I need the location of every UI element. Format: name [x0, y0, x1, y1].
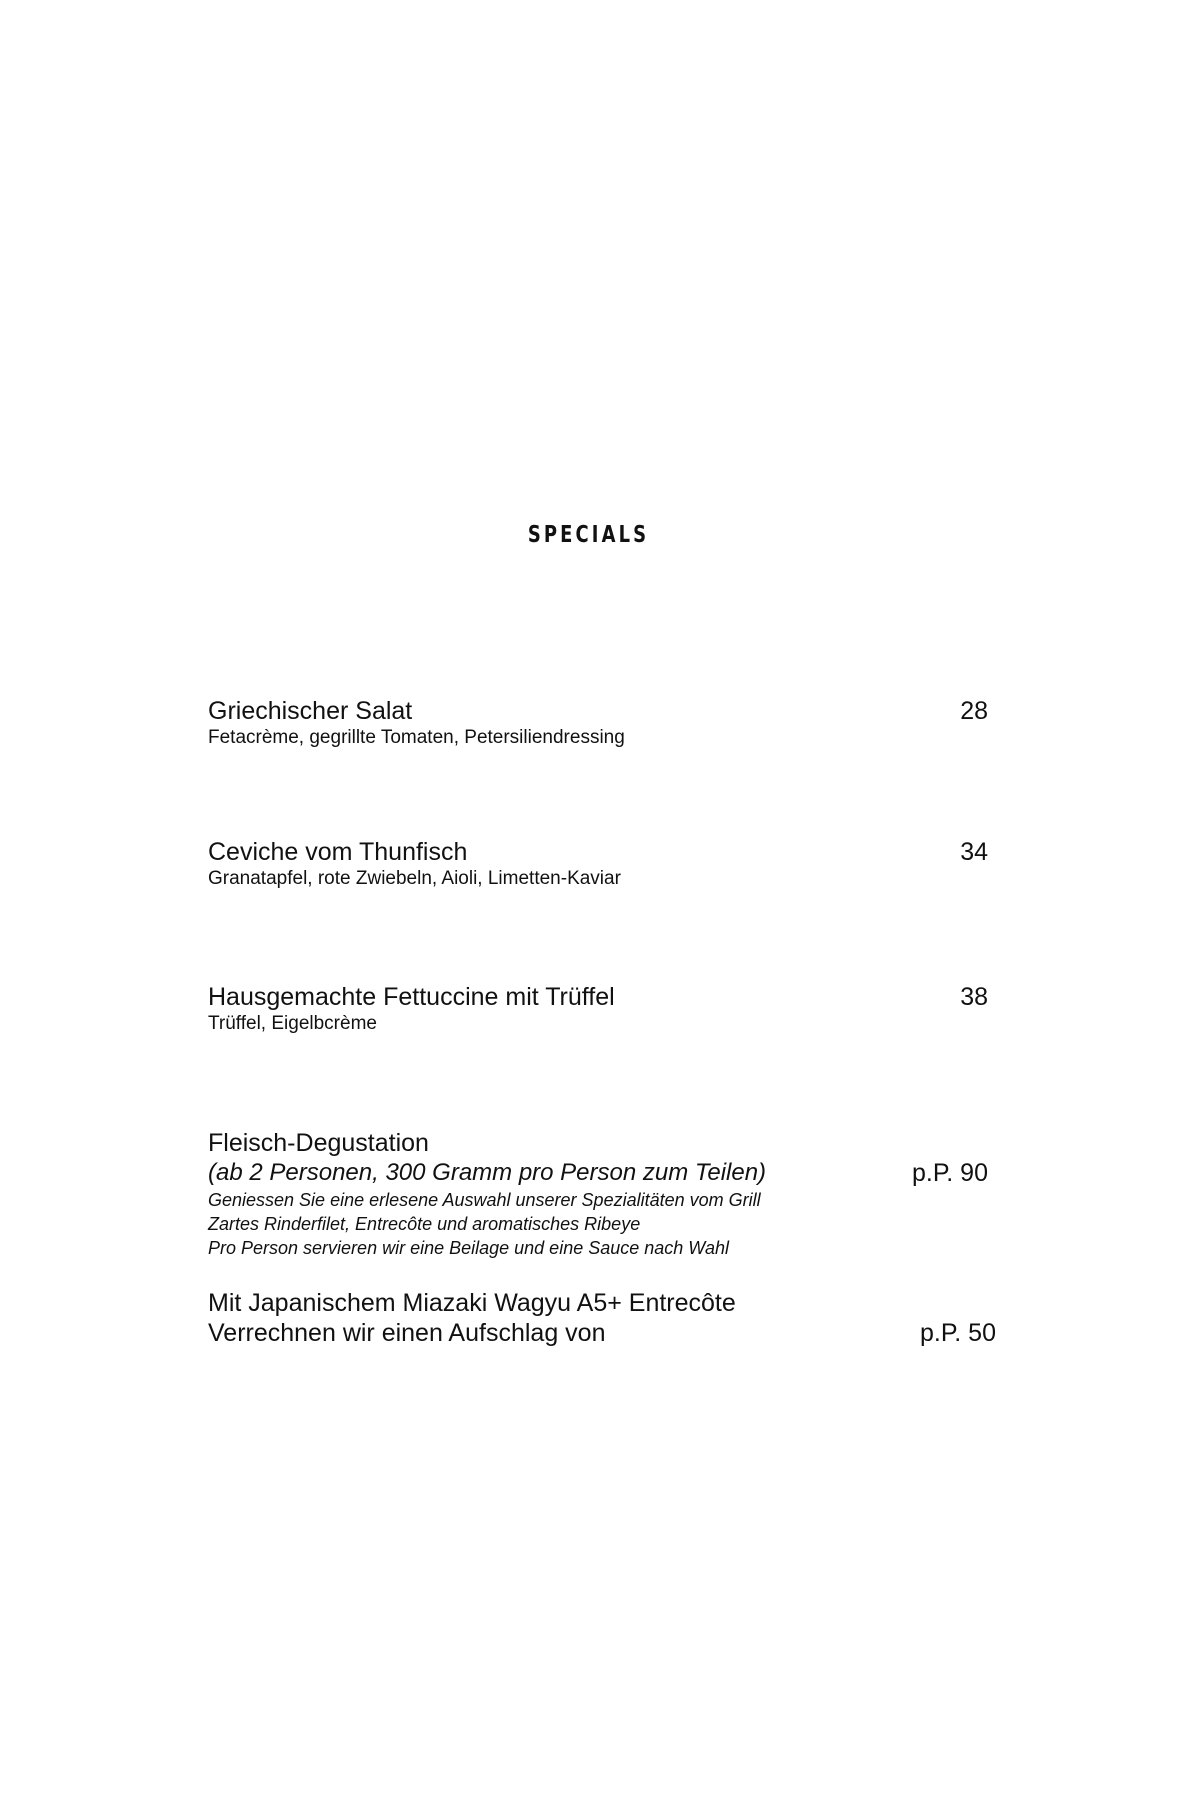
degustation-line: Geniessen Sie eine erlesene Auswahl unserer Spezialitäten vom Grill [208, 1190, 761, 1210]
item-name: Ceviche vom Thunfisch [208, 838, 468, 866]
wagyu-price: p.P. 50 [919, 1319, 996, 1347]
degustation-line: Zartes Rinderfilet, Entrecôte und aromatisches Ribeye [208, 1214, 641, 1234]
wagyu-row [208, 1318, 998, 1348]
wagyu-line-1: Mit Japanischem Miazaki Wagyu A5+ Entrecôte [208, 1289, 736, 1317]
item-price: 38 [960, 983, 988, 1011]
menu-item-ceviche [208, 837, 998, 891]
item-name: Griechischer Salat [208, 697, 413, 725]
item-name: Hausgemachte Fettuccine mit Trüffel [208, 983, 615, 1011]
item-description: Granatapfel, rote Zwiebeln, Aioli, Limetten-Kaviar [208, 868, 621, 889]
wagyu-supplement [208, 1288, 998, 1348]
degustation-line: Pro Person servieren wir eine Beilage und eine Sauce nach Wahl [208, 1238, 729, 1258]
item-price: 34 [960, 838, 988, 866]
page-title: SPECIALS [527, 522, 650, 548]
item-description: Fetacrème, gegrillte Tomaten, Petersiliendressing [208, 727, 625, 748]
item-description: Trüffel, Eigelbcrème [208, 1013, 377, 1034]
menu-item-fettuccine [208, 982, 998, 1036]
degustation-note: (ab 2 Personen, 300 Gramm pro Person zum Teilen) [208, 1159, 767, 1186]
menu-item-fleisch-degustation [208, 1128, 998, 1260]
degustation-note-row [208, 1158, 998, 1188]
item-name: Fleisch-Degustation [208, 1129, 429, 1157]
wagyu-line-2: Verrechnen wir einen Aufschlag von [208, 1319, 606, 1347]
menu-item-griechischer-salat [208, 696, 998, 750]
item-price: 28 [960, 697, 988, 725]
degustation-price: p.P. 90 [911, 1159, 988, 1187]
